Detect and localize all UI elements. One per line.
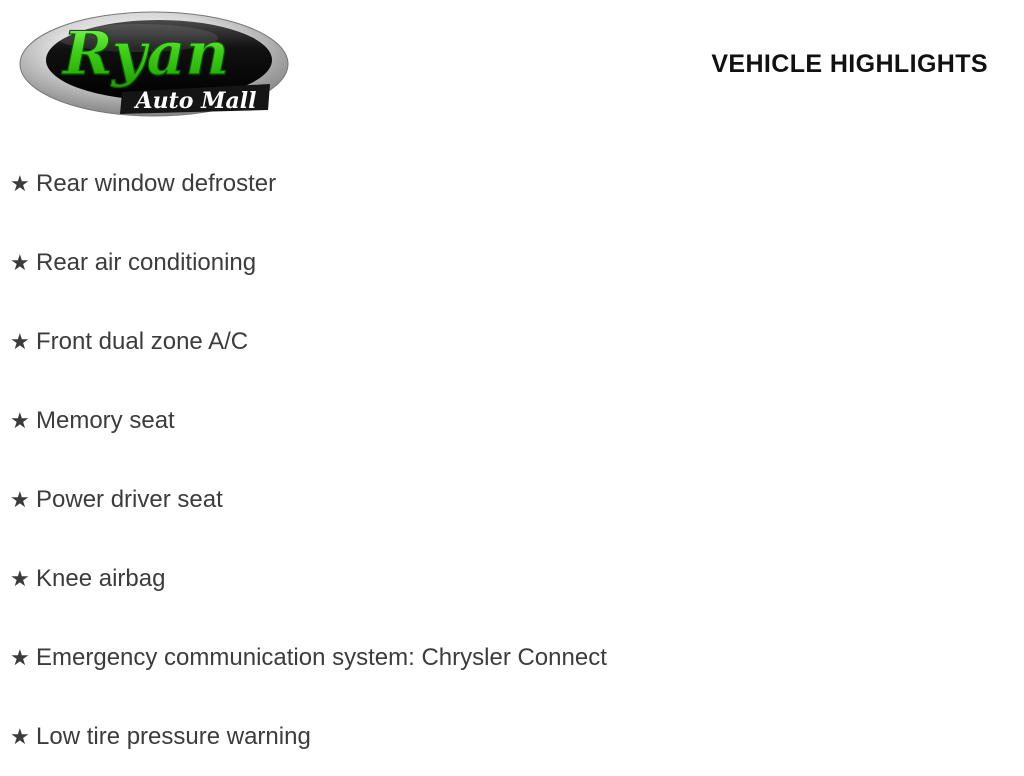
svg-text:Ryan: Ryan [62,19,230,89]
list-item-label: Knee airbag [36,564,166,592]
list-item [0,223,1024,302]
list-item-label: Front dual zone A/C [36,327,249,355]
star-icon: ★ [10,565,30,591]
list-item-label: Low tire pressure warning [36,722,311,750]
star-icon: ★ [10,486,30,512]
list-item [0,460,1024,539]
star-icon: ★ [10,723,30,749]
list-item [0,381,1024,460]
ryan-auto-mall-logo [18,8,290,124]
star-icon: ★ [10,170,30,196]
list-item [0,697,1024,776]
list-item [0,539,1024,618]
vehicle-highlights-list [0,144,1024,776]
svg-text:Auto Mall: Auto Mall [135,88,257,114]
list-item-label: Rear air conditioning [36,248,257,276]
page-header [0,0,1024,130]
page-title: VEHICLE HIGHLIGHTS [711,50,988,78]
list-item [0,144,1024,223]
star-icon: ★ [10,407,30,433]
star-icon: ★ [10,644,30,670]
list-item-label: Rear window defroster [36,169,277,197]
list-item-label: Power driver seat [36,485,223,513]
list-item [0,302,1024,381]
list-item-label: Memory seat [36,406,175,434]
list-item [0,618,1024,697]
star-icon: ★ [10,328,30,354]
star-icon: ★ [10,249,30,275]
list-item-label: Emergency communication system: Chrysler Connect [36,643,607,671]
